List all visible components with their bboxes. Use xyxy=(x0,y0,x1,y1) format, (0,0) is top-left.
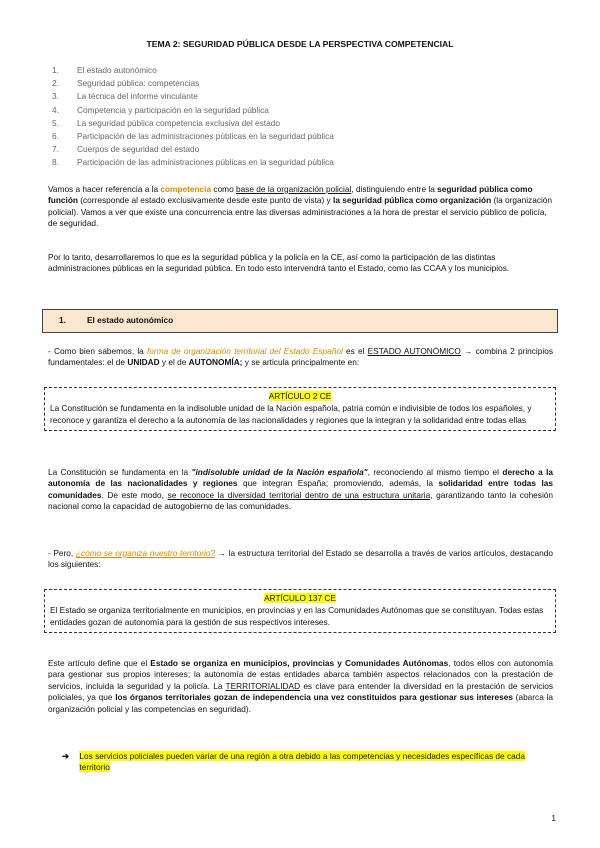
arrow-note-text: Los servicios policiales pueden variar de una región a otra debido a las competencias y necesidades específicas de cada territorio xyxy=(79,751,525,773)
paragraph-3: La Constitución se fundamenta en la "indisoluble unidad de la Nación española", reconociendo al mismo tiempo el derecho a la autonomía de las nacionalidades y regiones que integran España; promoviendo, además, la solidaridad entre todas las comunidades. De este modo, se reconoce la diversidad territorial dentro de una estructura unitaria, garantizando tanto la cohesión nacional como la capacidad de autogobierno de las comunidades. xyxy=(48,467,554,512)
toc-item: 3. La técnica del informe vinculante xyxy=(52,91,198,102)
article-2-title: ARTÍCULO 2 CE xyxy=(268,391,332,401)
section1-paragraph: - Como bien sabemos, la forma de organización territorial del Estado Español es el ESTADO AUTONÓMICO → combina 2 principios fundamentales: el de UNIDAD y el de AUTONOMÍA; y se articula principalmente en: xyxy=(48,346,553,368)
table-of-contents xyxy=(52,64,334,170)
section-heading: 1. El estado autonómico xyxy=(42,309,558,333)
article-137-box xyxy=(44,589,556,633)
toc-item: 8. Participación de las administraciones públicas en la seguridad pública xyxy=(52,157,334,168)
arrow-right-icon: ➔ xyxy=(62,751,69,761)
article-137-title: ARTÍCULO 137 CE xyxy=(264,593,336,603)
arrow-note xyxy=(62,751,542,774)
page-number: 1 xyxy=(551,813,556,823)
article-137-text: El Estado se organiza territorialmente en municipios, en provincias y en las Comunidades Autónomas que se constituyan. Todas estas entidades gozan de autonomía para la gestión de sus respectivos intereses. xyxy=(50,605,544,627)
article-2-text: La Constitución se fundamenta en la indisoluble unidad de la Nación española, patria común e indivisible de todos los españoles, y reconoce y garantiza el derecho a la autonomía de las nacionalidades y regiones que la integran y la solidaridad entre todas ellas xyxy=(50,403,532,425)
paragraph-5: Este artículo define que el Estado se organiza en municipios, provincias y Comunidades Autónomas, todos ellos con autonomía para gestionar sus propios intereses; la autonomía de estas entidades abarca también aspectos relacionados con la prestación de servicios, incluida la seguridad y la policía. La TERRITORIALIDAD es clave para entender la diversidad en la prestación de servicios policiales, ya que los órganos territoriales gozan de independencia una vez constituidos para gestionar sus intereses (abarca la organización policial y las competencias en seguridad). xyxy=(48,658,553,714)
toc-item: 1. El estado autonómico xyxy=(52,65,157,75)
intro-paragraph-2: Por lo tanto, desarrollaremos lo que es la seguridad pública y la policía en la CE, así como la participación de las distintas administraciones públicas en la seguridad pública. En todo esto intervendrá tanto el Estado, como las CCAA y los municipios. xyxy=(48,252,510,274)
toc-item: 4. Competencia y participación en la seguridad pública xyxy=(52,104,269,115)
toc-item: 7. Cuerpos de seguridad del estado xyxy=(52,144,200,155)
toc-item: 6. Participación de las administraciones públicas en la seguridad pública xyxy=(52,131,334,142)
paragraph-4: - Pero, ¿cómo se organiza nuestro territorio? → la estructura territorial del Estado se desarrolla a través de varios artículos, destacando los siguientes: xyxy=(48,548,553,570)
page-title: TEMA 2: SEGURIDAD PÚBLICA DESDE LA PERSPECTIVA COMPETENCIAL xyxy=(146,39,454,49)
intro-paragraph-1: Vamos a hacer referencia a la competencia como base de la organización policial, distinguiendo entre la seguridad pública como función (corresponde al estado exclusivamente desde este punto de vista) y la seguridad pública como organización (la organización policial). Vamos a ver que existe una concurrencia entre las diversas administraciones a la hora de prestar el servicio público de policía, de seguridad. xyxy=(48,184,553,229)
toc-item: 5. La seguridad pública competencia exclusiva del estado xyxy=(52,117,280,128)
toc-item: 2. Seguridad pública: competencias xyxy=(52,78,200,89)
article-2-box xyxy=(44,387,556,431)
